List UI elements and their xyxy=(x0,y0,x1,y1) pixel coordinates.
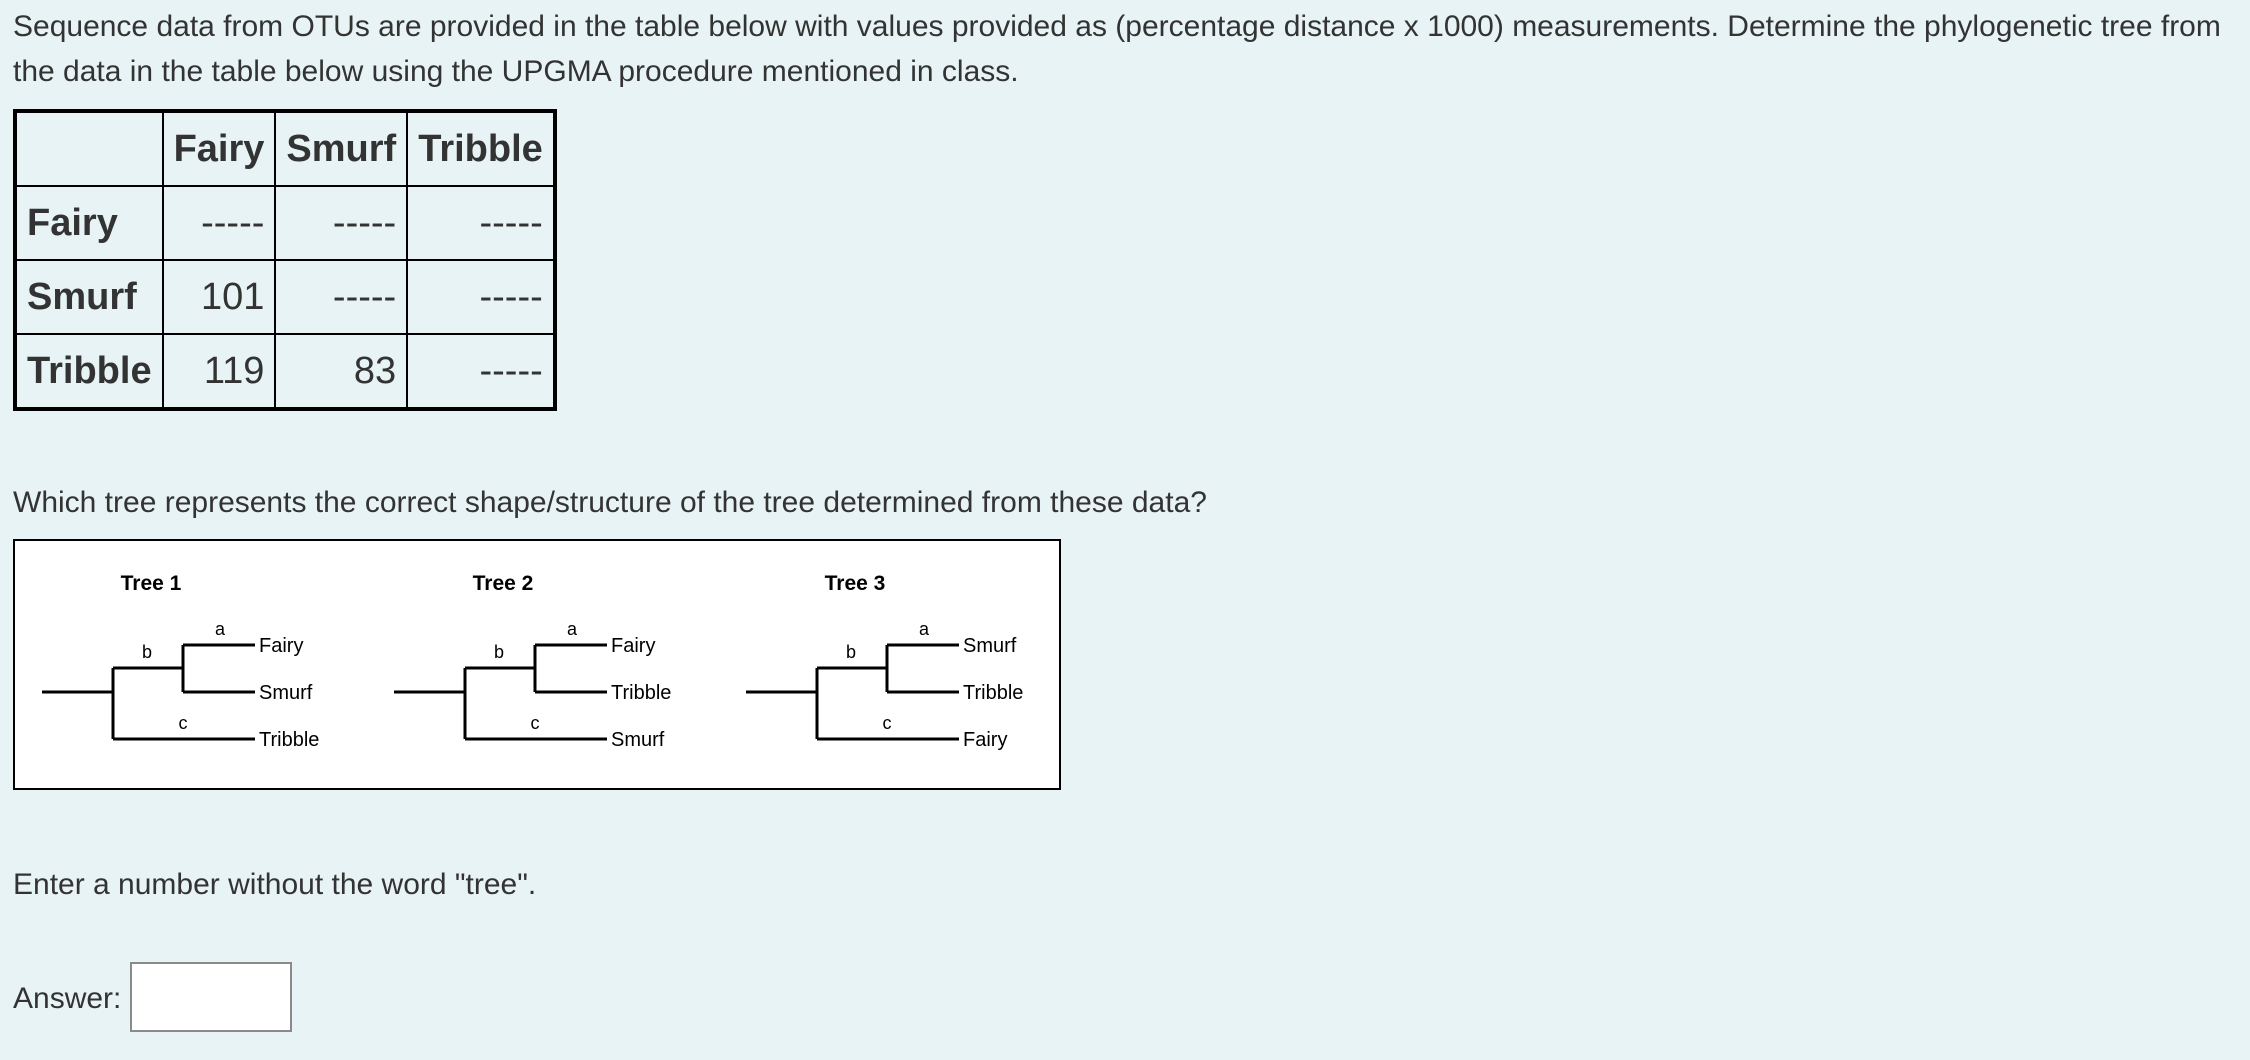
branch-label-b: b xyxy=(141,642,153,662)
leaf-label: Smurf xyxy=(963,635,1017,657)
branch-label-a: a xyxy=(918,619,930,639)
leaf-label: Fairy xyxy=(259,635,304,657)
table-cell: ----- xyxy=(275,186,407,260)
tree-options-figure xyxy=(13,539,1061,790)
column-header-fairy: Fairy xyxy=(163,111,276,186)
answer-instruction: Enter a number without the word "tree". xyxy=(13,868,537,901)
table-row xyxy=(15,186,555,260)
tree-title: Tree 1 xyxy=(120,572,182,595)
table-cell: 83 xyxy=(275,334,407,409)
tree-diagrams xyxy=(15,541,1059,788)
leaf-label: Fairy xyxy=(611,635,656,657)
branch-label-a: a xyxy=(214,619,226,639)
tree-question: Which tree represents the correct shape/structure of the tree determined from these data? xyxy=(13,486,1207,519)
answer-input[interactable] xyxy=(130,962,292,1032)
row-header-smurf: Smurf xyxy=(15,260,163,334)
table-corner-cell xyxy=(15,111,163,186)
branch-label-b: b xyxy=(493,642,505,662)
distance-table xyxy=(13,109,557,411)
tree-title: Tree 2 xyxy=(472,572,534,595)
tree-3 xyxy=(746,572,1023,751)
row-header-fairy: Fairy xyxy=(15,186,163,260)
table-cell: ----- xyxy=(275,260,407,334)
question-intro: Sequence data from OTUs are provided in the table below with values provided as (percentage distance x 1000) measurements. Determine the phylogenetic tree from the data in the table below using the UPGMA procedure mentioned in class. xyxy=(13,10,2221,88)
table-cell: ----- xyxy=(407,334,555,409)
column-header-smurf: Smurf xyxy=(275,111,407,186)
table-cell: 101 xyxy=(163,260,276,334)
branch-label-b: b xyxy=(845,642,857,662)
table-header-row xyxy=(15,111,555,186)
table-cell: 119 xyxy=(163,334,276,409)
answer-label: Answer: xyxy=(13,982,122,1015)
leaf-label: Smurf xyxy=(259,682,313,704)
table-cell: ----- xyxy=(407,260,555,334)
leaf-label: Tribble xyxy=(963,682,1024,704)
row-header-tribble: Tribble xyxy=(15,334,163,409)
branch-label-a: a xyxy=(566,619,578,639)
column-header-tribble: Tribble xyxy=(407,111,555,186)
leaf-label: Fairy xyxy=(963,729,1008,751)
leaf-label: Tribble xyxy=(259,729,320,751)
table-row xyxy=(15,260,555,334)
branch-label-c: c xyxy=(530,713,540,733)
table-cell: ----- xyxy=(407,186,555,260)
branch-label-c: c xyxy=(882,713,892,733)
tree-title: Tree 3 xyxy=(824,572,886,595)
leaf-label: Smurf xyxy=(611,729,665,751)
table-row xyxy=(15,334,555,409)
tree-1 xyxy=(42,572,319,751)
table-cell: ----- xyxy=(163,186,276,260)
leaf-label: Tribble xyxy=(611,682,672,704)
branch-label-c: c xyxy=(178,713,188,733)
tree-2 xyxy=(394,572,671,751)
